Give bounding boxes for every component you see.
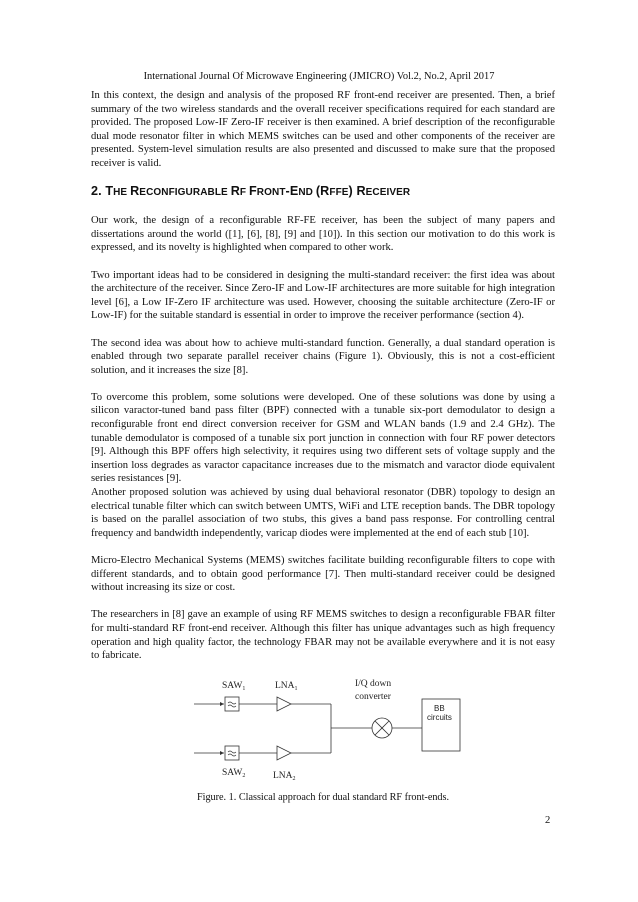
lna1-label: $LNA_1$ bbox=[275, 681, 298, 693]
paragraph-mems: Micro-Electro Mechanical Systems (MEMS) switches facilitate building reconfigurable filters to cope with different standards, and to obtain good performance [7]. Then multi-standard receiver could be designed without increasing its size or cost. bbox=[91, 555, 555, 594]
paragraph-fbar: The researchers in [8] gave an example of using RF MEMS switches to design a reconfigurable FBAR filter for multi-standard RF front-end receiver. Although this filter has unique advantages such as high frequency operation and high quality factor, the technology FBAR may not be available everywhere and it is not easy to fabricate. bbox=[91, 609, 555, 662]
figure-caption: Figure. 1. Classical approach for dual standard RF front-ends. bbox=[196, 792, 450, 804]
figure-1 bbox=[91, 674, 555, 792]
paragraph-dbr: Another proposed solution was achieved by using dual behavioral resonator (DBR) topology to design an electrical tunable filter which can switch between UMTS, WiFi and LTE reception bands. The DBR topology is based on the parallel association of two stubs, this gives a band pass response. For controlling central frequency and bandwidth independently, varicap diodes were implemented at the end of each stub [10]. bbox=[91, 487, 555, 539]
page-body bbox=[91, 89, 555, 803]
journal-header: International Journal Of Microwave Engineering (JMICRO) Vol.2, No.2, April 2017 bbox=[143, 71, 495, 82]
receiver-block-diagram bbox=[91, 674, 555, 792]
iq-label-line1: I/Q down bbox=[355, 679, 392, 690]
paragraph-solutions: To overcome this problem, some solutions were developed. One of these solutions was done by using a silicon varactor-tuned band pass filter (BPF) connected with a tunable six-port demodulator to design a reconfigurable front end direct conversion receiver for GSM and WLAN bands (1.9 and 2.4 GHz). The tunable demodulator is composed of a tunable six port junction in connection with four RF power detectors [9]. Although this BPF offers high selectivity, it requires using two different sets of voltage supply and the insertion loss degrades as varactor capacitance increases due to the mismatch and varactor diode equivalent series resistances [9]. bbox=[91, 391, 555, 485]
bb-label-line1: BB bbox=[434, 704, 445, 714]
lna2-amplifier-icon bbox=[277, 746, 291, 760]
input-arrow-1 bbox=[220, 702, 224, 706]
saw1-filter bbox=[225, 697, 239, 711]
paragraph-architecture: Two important ideas had to be considered in designing the multi-standard receiver: the first idea was about the architecture of the receiver. Since Zero-IF and Low-IF architectures are more suitable for high integration level [6], a Low IF-Zero IF architecture was used. However, choosing the suitable architecture (Zero-IF or Low-IF) for the suitable standard is essential in order to improve the receiver performance (section 4). bbox=[91, 269, 555, 322]
paragraph-multistandard: The second idea was about how to achieve multi-standard function. Generally, a dual standard operation is enabled through two separate parallel receiver chains (Figure 1). Obviously, this is not a cost-efficient solution, and it increases the size [8]. bbox=[91, 337, 555, 376]
saw2-label: $SAW_2$ bbox=[222, 768, 246, 780]
paragraph-intro: In this context, the design and analysis of the proposed RF front-end receiver are presented. Then, a brief summary of the two wireless standards and the overall receiver specifications required for each standard are provided. The proposed Low-IF Zero-IF receiver is then examined. A brief description of the reconfigurable dual mode resonator filter in which MEMS switches can be used and other components of the receiver are presented. System-level simulation results are also presented and discussed to make sure that the proposed receiver is valid. bbox=[91, 90, 555, 169]
section-heading: 2. THE RECONFIGURABLE RF FRONT-END (RFFE) RECEIVER bbox=[91, 184, 411, 199]
lna1-amplifier-icon bbox=[277, 697, 291, 711]
saw2-filter bbox=[225, 746, 239, 760]
page-number: 2 bbox=[545, 815, 551, 826]
saw1-label: $SAW_1$ bbox=[222, 681, 246, 693]
bb-label-line2: circuits bbox=[427, 713, 452, 723]
iq-label-line2: converter bbox=[355, 692, 391, 703]
lna2-label: $LNA_2$ bbox=[273, 771, 296, 783]
input-arrow-2 bbox=[220, 751, 224, 755]
paragraph-motivation: Our work, the design of a reconfigurable RF-FE receiver, has been the subject of many papers and dissertations around the world ([1], [6], [8], [9] and [10]). In this section our motivation to do this work is expressed, and its novelty is highlighted when compared to other work. bbox=[91, 215, 555, 254]
